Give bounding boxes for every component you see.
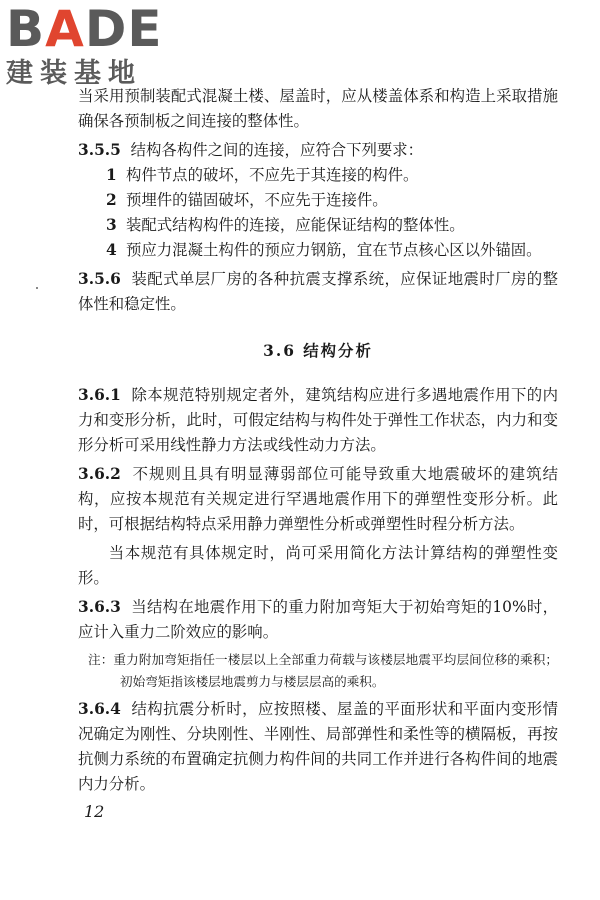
list-item bbox=[78, 213, 558, 238]
item-number: 2 bbox=[106, 191, 117, 209]
clause-3-6-3 bbox=[78, 595, 558, 645]
item-text: 预埋件的锚固破坏，不应先于连接件。 bbox=[126, 191, 388, 209]
item-number: 3 bbox=[106, 216, 117, 234]
clause-number: 3.5.6 bbox=[78, 270, 121, 288]
clause-text: 当结构在地震作用下的重力附加弯矩大于初始弯矩的10%时，应计入重力二阶效应的影响。 bbox=[78, 598, 558, 641]
clause-text: 不规则且具有明显薄弱部位可能导致重大地震破坏的建筑结构，应按本规范有关规定进行罕遇地震作用下的弹塑性变形分析。此时，可根据结构特点采用静力弹塑性分析或弹塑性时程分析方法。 bbox=[78, 465, 558, 533]
clause-text: 结构各构件之间的连接，应符合下列要求： bbox=[130, 141, 424, 159]
clause-number: 3.6.2 bbox=[78, 465, 121, 483]
clause-number: 3.5.5 bbox=[78, 141, 121, 159]
logo-letter-accent: A bbox=[45, 0, 85, 58]
logo-letter: B bbox=[6, 0, 46, 58]
clause-text: 除本规范特别规定者外，建筑结构应进行多遇地震作用下的内力和变形分析，此时，可假定结构与构件处于弹性工作状态，内力和变形分析可采用线性静力方法或线性动力方法。 bbox=[78, 386, 558, 454]
clause-3-5-5 bbox=[78, 138, 558, 163]
logo-letters: DE bbox=[84, 0, 163, 58]
clause-number: 3.6.4 bbox=[78, 700, 121, 718]
page-number: 12 bbox=[84, 802, 105, 821]
clause-3-6-4 bbox=[78, 697, 558, 797]
clause-text: 结构抗震分析时，应按照楼、屋盖的平面形状和平面内变形情况确定为刚性、分块刚性、半刚性、局部弹性和柔性等的横隔板，再按抗侧力系统的布置确定抗侧力构件间的共同工作并进行各构件间的地震内力分析。 bbox=[78, 700, 558, 793]
clause-number: 3.6.1 bbox=[78, 386, 121, 404]
clause-text: 装配式单层厂房的各种抗震支撑系统，应保证地震时厂房的整体性和稳定性。 bbox=[78, 270, 558, 313]
document-body bbox=[78, 84, 558, 797]
bade-logo bbox=[6, 0, 178, 96]
clause-3-6-1 bbox=[78, 383, 558, 458]
item-text: 装配式结构构件的连接，应能保证结构的整体性。 bbox=[126, 216, 465, 234]
item-number: 1 bbox=[106, 166, 117, 184]
item-text: 构件节点的破坏，不应先于其连接的构件。 bbox=[126, 166, 419, 184]
list-item bbox=[78, 238, 558, 263]
clause-3-5-6 bbox=[78, 267, 558, 317]
clause-number: 3.6.3 bbox=[78, 598, 121, 616]
clause-3-6-2 bbox=[78, 462, 558, 537]
item-number: 4 bbox=[106, 241, 117, 259]
clause-3-6-2-supplement: 当本规范有具体规定时，尚可采用简化方法计算结构的弹塑性变形。 bbox=[78, 544, 558, 587]
logo-subtitle: 建装基地 bbox=[6, 58, 142, 89]
note: 注：重力附加弯矩指任一楼层以上全部重力荷载与该楼层地震平均层间位移的乘积；初始弯矩指该楼层地震剪力与楼层层高的乘积。 bbox=[88, 652, 558, 689]
list-item bbox=[78, 188, 558, 213]
stray-mark bbox=[36, 287, 38, 289]
paragraph-continuation: 当采用预制装配式混凝土楼、屋盖时，应从楼盖体系和构造上采取措施确保各预制板之间连接的整体性。 bbox=[78, 87, 558, 130]
section-title: 3.6 结构分析 bbox=[263, 342, 373, 360]
item-text: 预应力混凝土构件的预应力钢筋，宜在节点核心区以外锚固。 bbox=[126, 241, 542, 259]
logo-wordmark bbox=[6, 0, 178, 58]
list-item bbox=[78, 163, 558, 188]
